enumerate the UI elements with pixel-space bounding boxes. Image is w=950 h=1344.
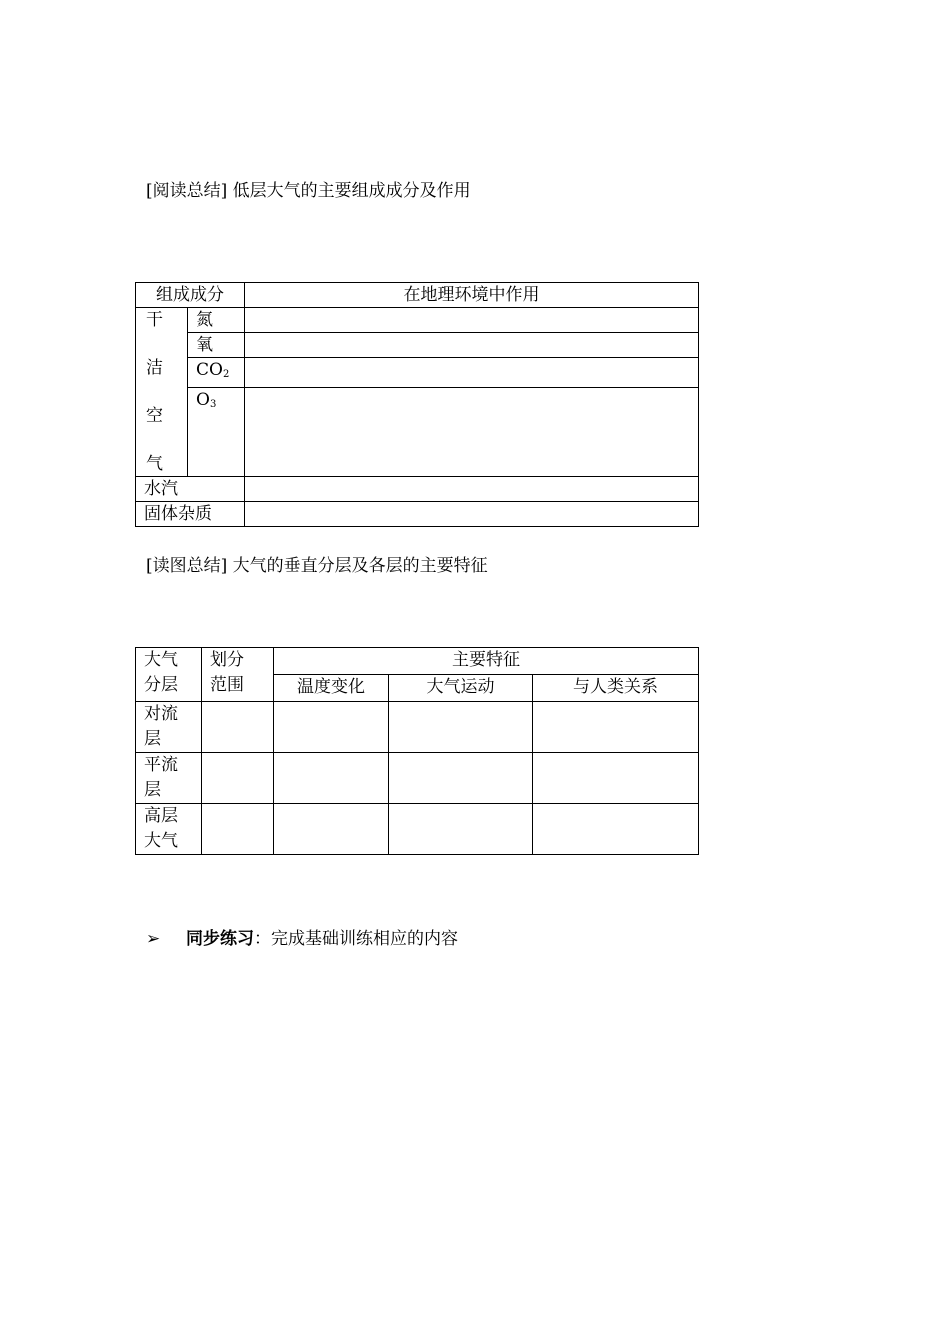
role-cell bbox=[245, 388, 699, 477]
role-cell bbox=[245, 502, 699, 527]
blank-cell bbox=[202, 753, 274, 804]
layer-name-line: 高层 bbox=[144, 806, 178, 826]
layer-name-line: 层 bbox=[144, 780, 161, 800]
table-row bbox=[136, 308, 699, 333]
header-human: 与人类关系 bbox=[533, 675, 699, 702]
layer-name-line: 层 bbox=[144, 729, 161, 749]
layer-name-line: 大气 bbox=[144, 831, 178, 851]
header-motion: 大气运动 bbox=[389, 675, 533, 702]
layer-name-line: 对流 bbox=[144, 704, 178, 724]
component-water-vapor: 水汽 bbox=[136, 477, 245, 502]
header-range-line: 划分 bbox=[210, 650, 244, 670]
blank-cell bbox=[274, 753, 389, 804]
dry-air-char: 空 bbox=[146, 406, 163, 426]
section2-heading: [读图总结] 大气的垂直分层及各层的主要特征 bbox=[146, 556, 488, 576]
blank-cell bbox=[533, 804, 699, 855]
header-range-line: 范围 bbox=[210, 675, 244, 695]
blank-cell bbox=[274, 804, 389, 855]
practice-line bbox=[146, 928, 458, 950]
table-row bbox=[136, 804, 699, 855]
table-row bbox=[136, 753, 699, 804]
blank-cell bbox=[389, 753, 533, 804]
practice-colon: ： bbox=[254, 929, 271, 949]
o3-text: O bbox=[196, 390, 210, 410]
role-cell bbox=[245, 308, 699, 333]
component-n2: 氮 bbox=[188, 308, 245, 333]
composition-table bbox=[135, 282, 699, 527]
o3-subscript: 3 bbox=[209, 399, 217, 410]
header-layer-line: 分层 bbox=[144, 675, 178, 695]
header-main-features: 主要特征 bbox=[274, 648, 699, 675]
table-row bbox=[136, 702, 699, 753]
header-role: 在地理环境中作用 bbox=[245, 283, 699, 308]
header-layer-line: 大气 bbox=[144, 650, 178, 670]
dry-air-char: 干 bbox=[146, 310, 163, 330]
role-cell bbox=[245, 333, 699, 358]
layers-table bbox=[135, 647, 699, 855]
component-o3 bbox=[188, 388, 245, 477]
component-solid-impurities: 固体杂质 bbox=[136, 502, 245, 527]
header-layer bbox=[136, 648, 202, 702]
table-row bbox=[136, 283, 699, 308]
role-cell bbox=[245, 358, 699, 388]
blank-cell bbox=[389, 804, 533, 855]
header-range bbox=[202, 648, 274, 702]
section1-heading: [阅读总结] 低层大气的主要组成成分及作用 bbox=[146, 181, 471, 201]
table-row bbox=[136, 477, 699, 502]
dry-air-char: 洁 bbox=[146, 358, 163, 378]
table-row bbox=[136, 358, 699, 388]
table-row bbox=[136, 502, 699, 527]
layer-name-line: 平流 bbox=[144, 755, 178, 775]
header-component: 组成成分 bbox=[136, 283, 245, 308]
table-row bbox=[136, 648, 699, 675]
layer-name bbox=[136, 753, 202, 804]
co2-text: CO bbox=[196, 360, 223, 380]
practice-label: 同步练习 bbox=[186, 929, 254, 949]
table-row bbox=[136, 388, 699, 477]
arrow-bullet-icon: ➢ bbox=[146, 929, 161, 949]
layer-name bbox=[136, 804, 202, 855]
practice-text: 完成基础训练相应的内容 bbox=[271, 929, 458, 949]
layer-name bbox=[136, 702, 202, 753]
component-co2 bbox=[188, 358, 245, 388]
blank-cell bbox=[533, 702, 699, 753]
dry-air-label bbox=[136, 308, 188, 477]
blank-cell bbox=[202, 702, 274, 753]
co2-subscript: 2 bbox=[222, 369, 230, 380]
component-o2: 氧 bbox=[188, 333, 245, 358]
header-temperature: 温度变化 bbox=[274, 675, 389, 702]
table-row bbox=[136, 333, 699, 358]
role-cell bbox=[245, 477, 699, 502]
blank-cell bbox=[274, 702, 389, 753]
blank-cell bbox=[202, 804, 274, 855]
blank-cell bbox=[533, 753, 699, 804]
dry-air-char: 气 bbox=[146, 454, 163, 474]
blank-cell bbox=[389, 702, 533, 753]
